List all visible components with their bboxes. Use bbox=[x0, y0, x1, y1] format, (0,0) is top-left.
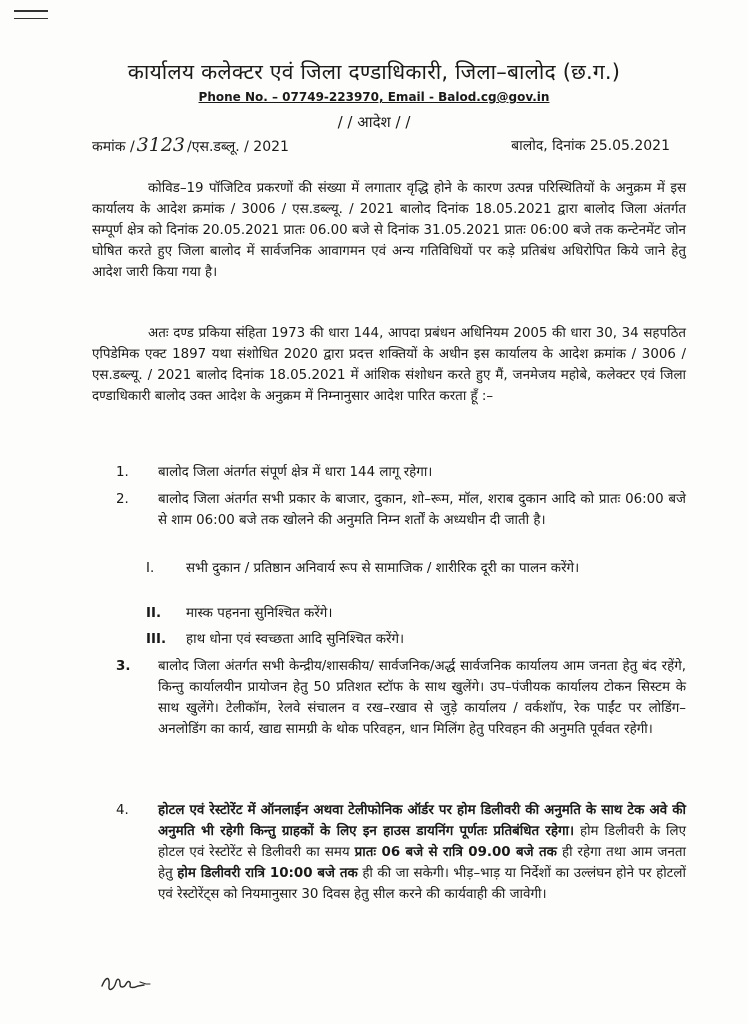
sub-item-text: हाथ धोना एवं स्वच्छता आदि सुनिश्चित करेंगे। bbox=[186, 632, 405, 647]
handwritten-reference-number: 3123 bbox=[136, 134, 186, 156]
order-date: बालोद, दिनांक 25.05.2021 bbox=[511, 138, 670, 154]
list-item-text: ही रहेगा तथा आम जनता हेतु bbox=[158, 845, 686, 881]
list-item-text: बालोद जिला अंतर्गत संपूर्ण क्षेत्र में धारा 144 लागू रहेगा। bbox=[158, 465, 433, 480]
reference-prefix: कमांक / bbox=[92, 139, 135, 155]
sub-item-2 bbox=[146, 603, 686, 624]
list-item-1 bbox=[116, 462, 686, 483]
scan-corner-mark bbox=[14, 10, 48, 19]
list-item-bold-text: होम डिलीवरी रात्रि 10:00 बजे तक bbox=[177, 866, 358, 881]
list-item-text: ही की जा सकेगी। भीड़–भाड़ या निर्देशों का उल्लंघन होने पर होटलों एवं रेस्टोरेंट्स को नियमानुसार 30 दिवस हेतु सील करने की कार्यवाही की जावेगी। bbox=[158, 866, 686, 902]
paragraph-background: कोविड–19 पॉजिटिव प्रकरणों की संख्या में लगातार वृद्धि होने के कारण उत्पन्न परिस्थितियों के अनुक्रम में इस कार्यालय के आदेश क्रमांक / 3006 / एस.डब्ल्यू. / 2021 बालोद दिनांक 18.05.2021 द्वारा बालोद जिला अंतर्गत सम्पूर्ण क्षेत्र को दिनांक 20.05.2021 प्रातः 06.00 बजे से दिनांक 31.05.2021 प्रातः 06:00 बजे तक कन्टेनमेंट जोन घोषित करते हुए जिला बालोद में सार्वजनिक आवागमन एवं अन्य गतिविधियों पर कड़े प्रतिबंध अधिरोपित किये जाने हेतु आदेश जारी किया गया है। bbox=[92, 181, 686, 280]
initials-signature bbox=[100, 972, 154, 994]
reference-number bbox=[92, 134, 289, 156]
sub-item-number: III. bbox=[146, 632, 167, 647]
list-item-text: बालोद जिला अंतर्गत सभी केन्द्रीय/शासकीय/ सार्वजनिक/अर्द्ध सार्वजनिक कार्यालय आम जनता हेतु बंद रहेंगे, किन्तु कार्यालयीन प्रायोजन हेतु 50 प्रतिशत स्टॉफ के साथ खुलेंगे। उप–पंजीयक कार्यालय टोकन सिस्टम के साथ खुलेंगे। टेलीकॉम, रेलवे संचालन व रख–रखाव से जुड़े कार्यालय / वर्कशॉप, रेक पाईंट पर लोडिंग–अनलोडिंग का कार्य, खाद्य सामग्री के थोक परिवहन, धान मिलिंग हेतु परिवहन की अनुमति पूर्ववत रहेगी। bbox=[158, 659, 686, 737]
sub-item-number: II. bbox=[146, 606, 162, 621]
sub-item-number: I. bbox=[146, 561, 155, 576]
reference-suffix: /एस.डब्लू. / 2021 bbox=[187, 139, 289, 155]
list-item-text: होम डिलीवरी के लिए होटल एवं रेस्टोरेंट से डिलीवरी का समय bbox=[158, 824, 686, 860]
list-item-text: बालोद जिला अंतर्गत सभी प्रकार के बाजार, दुकान, शो–रूम, मॉल, शराब दुकान आदि को प्रातः 06:00 बजे से शाम 06:00 बजे तक खोलने की अनुमति निम्न शर्तों के अध्यधीन दी जाती है। bbox=[158, 492, 686, 528]
sub-item-text: सभी दुकान / प्रतिष्ठान अनिवार्य रूप से सामाजिक / शारीरिक दूरी का पालन करेंगे। bbox=[186, 561, 580, 576]
paragraph-authority: अतः दण्ड प्रकिया संहिता 1973 की धारा 144, आपदा प्रबंधन अधिनियम 2005 की धारा 30, 34 सहपठित एपिडेमिक एक्ट 1897 यथा संशोधित 2020 द्वारा प्रदत्त शक्तियों के अधीन इस कार्यालय के आदेश क्रमांक / 3006 / एस.डब्ल्यू. / 2021 बालोद दिनांक 18.05.2021 में आंशिक संशोधन करते हुए मैं, जनमेजय महोबे, कलेक्टर एवं जिला दण्डाधिकारी बालोद उक्त आदेश के अनुक्रम में निम्नानुसार आदेश पारित करता हूँ :– bbox=[92, 326, 686, 404]
list-item-bold-text: प्रातः 06 बजे से रात्रि 09.00 बजे तक bbox=[354, 845, 557, 860]
sub-item-text: मास्क पहनना सुनिश्चित करेंगे। bbox=[186, 606, 333, 621]
list-item-2 bbox=[116, 489, 686, 531]
office-title: कार्यालय कलेक्टर एवं जिला दण्डाधिकारी, जिला–बालोद (छ.ग.) bbox=[127, 60, 621, 84]
list-item-3 bbox=[116, 656, 686, 740]
list-item-4 bbox=[116, 800, 686, 905]
list-item-number: 3. bbox=[116, 659, 131, 674]
list-item-number: 2. bbox=[116, 492, 129, 507]
contact-line: Phone No. – 07749-223970, Email - Balod.cg@gov.in bbox=[198, 90, 550, 104]
sub-item-3 bbox=[146, 629, 686, 650]
order-heading: / / आदेश / / bbox=[337, 113, 411, 131]
list-item-number: 4. bbox=[116, 803, 129, 818]
list-item-bold-text: होटल एवं रेस्टोरेंट में ऑनलाईन अथवा टेलीफोनिक ऑर्डर पर होम डिलीवरी की अनुमति के साथ टेक अवे की अनुमति भी रहेगी किन्तु ग्राहकों के लिए इन हाउस डायनिंग पूर्णतः प्रतिबंधित रहेगा। bbox=[158, 803, 686, 839]
list-item-number: 1. bbox=[116, 465, 129, 480]
sub-item-1 bbox=[146, 558, 686, 579]
